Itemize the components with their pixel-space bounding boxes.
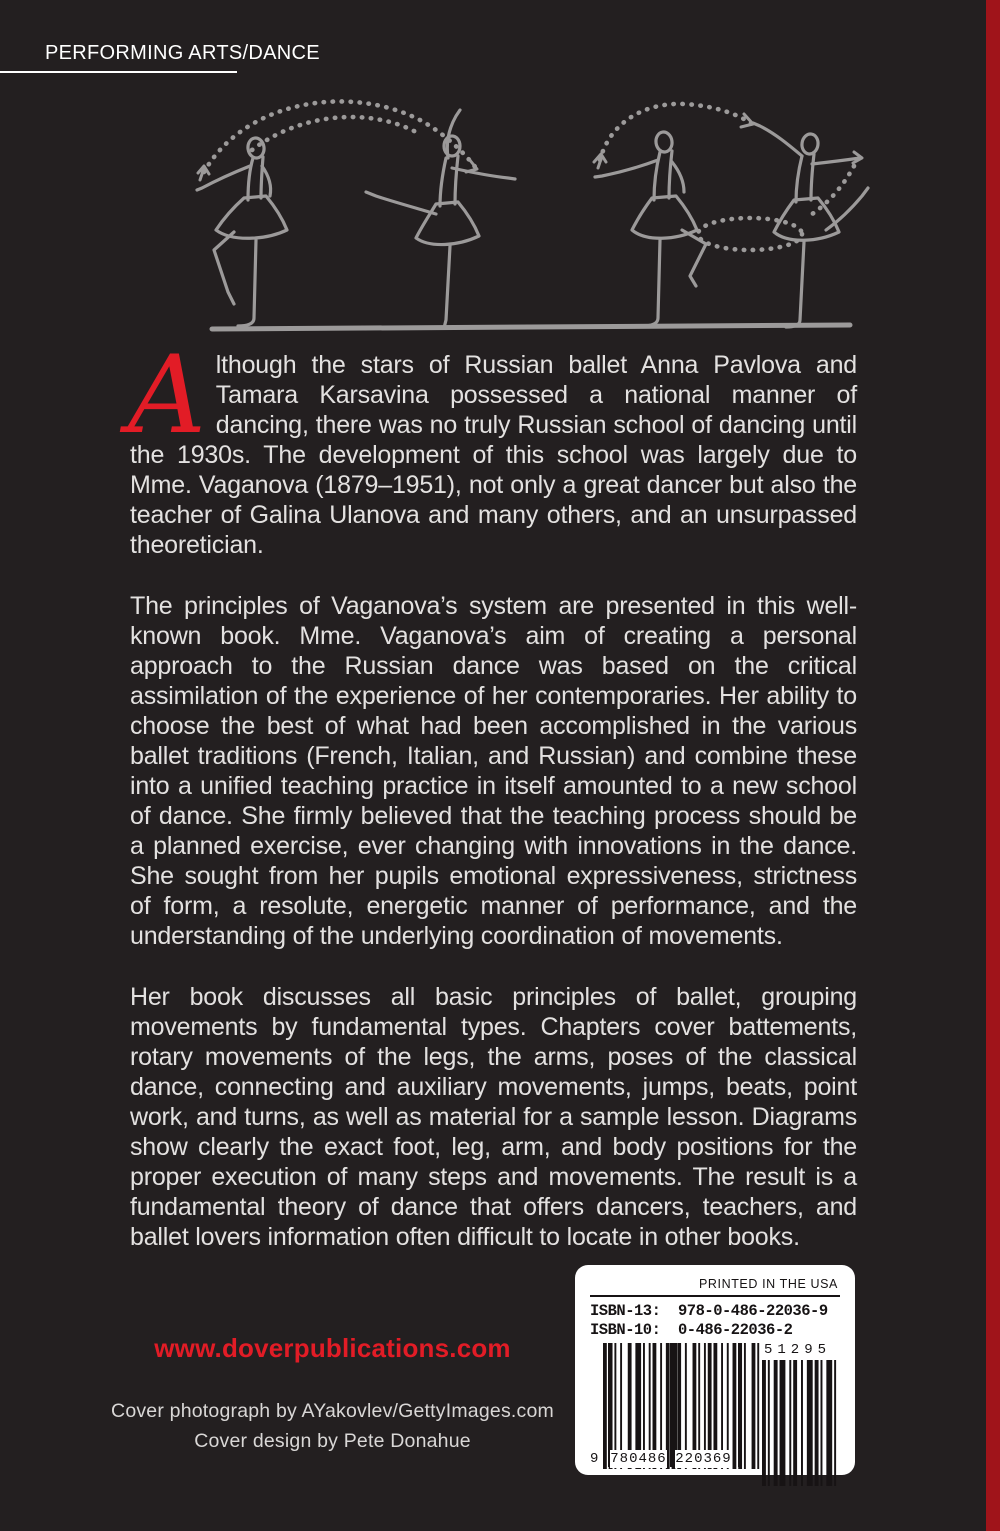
isbn10-row	[590, 1321, 840, 1340]
ean-guard-bar	[734, 1343, 737, 1467]
design-credit: Cover design by Pete Donahue	[194, 1430, 471, 1452]
ean-group-2: 220369	[675, 1451, 732, 1467]
barcode-row	[590, 1343, 840, 1469]
paragraph-1-text: lthough the stars of Russian ballet Anna Pavlova and Tamara Karsavina possessed a national manner of dancing, there was no truly Russian school of dancing until the 1930s. The development of this school was largely due to Mme. Vaganova (1879–1951), not only a great dancer but also the teacher of Galina Ulanova and many others, and an unsurpassed theoretician.	[130, 351, 857, 559]
ean-guard-bar	[608, 1343, 611, 1467]
paragraph-1	[128, 333, 857, 560]
photo-credit: Cover photograph by AYakovlev/GettyImages.com	[111, 1400, 554, 1422]
spine-stripe	[986, 0, 1000, 1531]
isbn13-label: ISBN-13:	[590, 1302, 661, 1320]
back-cover-blurb	[128, 333, 857, 1283]
isbn10-value: 0-486-22036-2	[678, 1321, 793, 1339]
ean-guard-bar	[603, 1343, 606, 1467]
dancer-3	[594, 131, 706, 326]
publisher-website: www.doverpublications.com	[154, 1333, 511, 1363]
ean-guard-bar	[674, 1343, 677, 1467]
isbn13-value: 978-0-486-22036-9	[678, 1302, 828, 1320]
isbn10-label: ISBN-10:	[590, 1321, 661, 1339]
price-addon-barcode	[760, 1343, 838, 1469]
barcode-panel	[575, 1265, 855, 1475]
ean-guard-bar	[738, 1343, 741, 1467]
ean-left-digit: 9	[590, 1451, 599, 1467]
price-addon-number: 51295	[764, 1342, 832, 1358]
printed-in-usa-label: PRINTED IN THE USA	[698, 1277, 838, 1291]
paragraph-3: Her book discusses all basic principles of ballet, grouping movements by fundamental types. Chapters cover battements, rotary movements of the legs, the arms, poses of the classical dance, connecting and auxiliary movements, jumps, beats, point work, and turns, as well as material for a sample lesson. Diagrams show clearly the exact foot, leg, arm, and body positions for the proper execution of many steps and movements. The result is a fundamental theory of dance that offers dancers, teachers, and ballet lovers information often difficult to locate in other books.	[130, 983, 857, 1251]
footer-credits	[95, 1333, 570, 1456]
category-label: PERFORMING ARTS/DANCE	[0, 42, 237, 73]
barcode-panel-rule	[590, 1295, 840, 1297]
paragraph-2: The principles of Vaganova’s system are presented in this well-known book. Mme. Vaganova’s aim of creating a personal approach to the Russian dance was based on the critical assimilation of the experience of her contemporaries. Her ability to choose the best of what had been accomplished in the various ballet traditions (French, Italian, and Russian) and combine these into a unified teaching practice in itself amounted to a new school of dance. She firmly believed that the teaching process should be a planned exercise, ever changing with innovations in the dance. She sought from her pupils emotional expressiveness, strictness of form, a resolute, energetic manner of performance, and the understanding of the underlying coordination of movements.	[130, 592, 857, 950]
ean-barcode	[590, 1343, 750, 1469]
ean-guard-bar	[670, 1343, 673, 1467]
drop-cap: A	[128, 333, 206, 458]
dancer-2	[366, 110, 515, 328]
dancers-illustration	[190, 96, 870, 336]
ean-group-1: 780486	[610, 1451, 667, 1467]
dancer-4	[753, 123, 868, 327]
price-addon-bars	[762, 1360, 840, 1486]
isbn13-row	[590, 1302, 840, 1321]
ballet-dancers-drawing	[190, 96, 870, 336]
